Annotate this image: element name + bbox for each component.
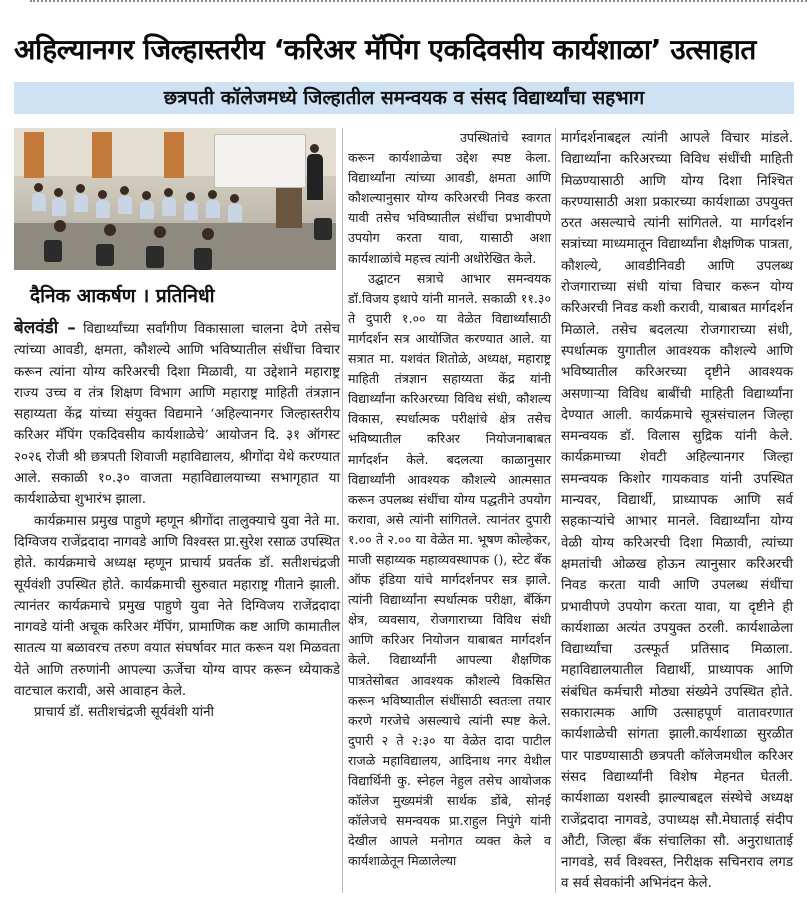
article-column-1 [14,318,340,724]
paragraph [14,318,340,511]
paragraph: उद्घाटन सत्राचे आभार समन्वयक डॉ.विजय इथापे यांनी मानले. सकाळी ११.३० ते दुपारी १.०० या वेळेत विद्यार्थ्यांसाठी मार्गदर्शन सत्र आयोजित करण्यात आले. या सत्रात मा. यशवंत शितोळे, अध्यक्ष, महाराष्ट्र माहिती तंत्रज्ञान सहाय्यता केंद्र यांनी विद्यार्थ्यांना करिअरच्या विविध संधी, कौशल्य विकास, स्पर्धात्मक परीक्षांचे क्षेत्र तसेच भविष्यातील करिअर नियोजनाबाबत मार्गदर्शन केले. बदलत्या काळानुसार विद्यार्थ्यांनी आवश्यक कौशल्ये आत्मसात करून उपलब्ध संधींचा योग्य पद्धतीने उपयोग करावा, असे त्यांनी सांगितले. त्यानंतर दुपारी १.०० ते २.०० या वेळेत मा. भूषण कोल्हेकर, माजी सहाय्यक महाव्यवस्थापक (), स्टेट बँक ऑफ इंडिया यांचे मार्गदर्शनपर सत्र झाले. त्यांनी विद्यार्थ्यांना स्पर्धात्मक परीक्षा, बँकिंग क्षेत्र, व्यवसाय, रोजगाराच्या विविध संधी आणि करिअर नियोजन याबाबत मार्गदर्शन केले. विद्यार्थ्यांनी आपल्या शैक्षणिक पात्रतेसोबत आवश्यक कौशल्ये विकसित करून भविष्यातील संधींसाठी स्वतःला तयार करणे गरजेचे असल्याचे त्यांनी स्पष्ट केले. दुपारी २ ते २:३० या वेळेत दादा पाटील राजळे महाविद्यालय, आदिनाथ नगर येथील विद्यार्थिनी कु. स्नेहल नेहुल तसेच आयोजक कॉलेज मुख्यमंत्री सार्थक डोंबे, सोनई कॉलेजचे समन्वयक प्रा.राहुल निपुंगे यांनी देखील आपले मनोगत व्यक्त केले व कार्यशाळेतून मिळालेल्या [348,270,551,869]
top-rule [30,0,807,2]
paragraph: कार्यक्रमास प्रमुख पाहुणे म्हणून श्रीगोंदा तालुक्याचे युवा नेते मा. दिग्विजय राजेंद्रदादा नागवडे आणि विश्वस्त प्रा.सुरेश रसाळ उपस्थित होते. कार्यक्रमाचे अध्यक्ष म्हणून प्राचार्य प्रवर्तक डॉ. सतीशचंद्रजी सूर्यवंशी उपस्थित होते. कार्यक्रमाची सुरुवात महाराष्ट्र गीताने झाली. त्यानंतर कार्यक्रमाचे प्रमुख पाहुणे युवा नेते दिग्विजय राजेंद्रदादा नागवडे यांनी अचूक करिअर मॅपिंग, प्रामाणिक कष्ट आणि कामातील सातत्य या बळावरच तरुण वयात संघर्षावर मात करून यश मिळवता येते आणि तरुणांनी आपल्या ऊर्जेचा योग्य वापर करून ध्येयाकडे वाटचाल करावी, असे आवाहन केले. [14,513,340,700]
column-divider [555,128,556,893]
subheadline: छत्रपती कॉलेजमध्ये जिल्हातील समन्वयक व संसद विद्यार्थ्यांचा सहभाग [163,87,645,109]
byline: दैनिक आकर्षण । प्रतिनिधी [30,285,215,307]
paragraph-text: विद्यार्थ्यांच्या सर्वांगीण विकासाला चालना देणे तसेच त्यांच्या आवडी, क्षमता, कौशल्ये आणि भविष्यातील संधींचा विचार करून त्यांना योग्य करिअरची दिशा मिळावी, या उद्देशाने महाराष्ट्र राज्य उच्च व तंत्र शिक्षण विभाग आणि महाराष्ट्र माहिती तंत्रज्ञान सहाय्यता केंद्र यांच्या संयुक्त विद्यमाने ‘अहिल्यानगर जिल्हास्तरीय करिअर मॅपिंग एकदिवसीय कार्यशाळेचे’ आयोजन दि. ३१ ऑगस्ट २०२६ रोजी श्री छत्रपती शिवाजी महाविद्यालय, श्रीगोंदा येथे करण्यात आले. सकाळी १०.३० वाजता महाविद्यालयाच्या सभागृहात या कार्यशाळेचा शुभारंभ झाला. [14,322,340,508]
event-photo [14,128,336,270]
paragraph: प्राचार्य डॉ. सतीशचंद्रजी सूर्यवंशी यांनी [34,705,214,721]
subheadline-band [14,82,794,114]
dateline: बेलवंडी – [14,318,76,338]
paragraph: उपस्थितांचे स्वागत करून कार्यशाळेचा उद्देश स्पष्ट केला. विद्यार्थ्यांना त्यांच्या आवडी, क्षमता आणि कौशल्यानुसार योग्य करिअरची निवड करता यावी तसेच भविष्यातील संधींचा प्रभावीपणे उपयोग करता यावा, यासाठी अशा कार्यशाळांचे महत्त्व त्यांनी अधोरेखित केले. [348,130,551,266]
paragraph: मार्गदर्शनाबद्दल त्यांनी आपले विचार मांडले. विद्यार्थ्यांना करिअरच्या विविध संधींची माहिती मिळण्यासाठी आणि योग्य दिशा निश्चित करण्यासाठी अशा प्रकारच्या कार्यशाळा उपयुक्त ठरत असल्याचे त्यांनी सांगितले. या मार्गदर्शन सत्रांच्या माध्यमातून विद्यार्थ्यांना शैक्षणिक पात्रता, कौशल्ये, आवडीनिवडी आणि उपलब्ध रोजगाराच्या संधी यांचा विचार करून योग्य करिअरची निवड कशी करावी, याबाबत मार्गदर्शन मिळाले. तसेच बदलत्या रोजगाराच्या संधी, स्पर्धात्मक युगातील आवश्यक कौशल्ये आणि भविष्यातील करिअरच्या दृष्टीने आवश्यक असणाऱ्या विविध बाबींची माहिती विद्यार्थ्यांना देण्यात आली. कार्यक्रमाचे सूत्रसंचालन जिल्हा समन्वयक डॉ. विलास सुद्रिक यांनी केले. कार्यक्रमाच्या शेवटी अहिल्यानगर जिल्हा समन्वयक किशोर गायकवाड यांनी उपस्थित मान्यवर, विद्यार्थी, प्राध्यापक आणि सर्व सहकाऱ्यांचे आभार मानले. विद्यार्थ्यांना योग्य वेळी योग्य करिअरची दिशा मिळावी, त्यांच्या क्षमतांची ओळख होऊन त्यानुसार करिअरची निवड करता यावी आणि उपलब्ध संधींचा प्रभावीपणे उपयोग करता यावा, या दृष्टीने ही कार्यशाळा अत्यंत उपयुक्त ठरली. कार्यशाळेला विद्यार्थ्यांचा उत्स्फूर्त प्रतिसाद मिळाला. महाविद्यालयातील विद्यार्थी, प्राध्यापक आणि संबंधित कर्मचारी मोठ्या संख्येने उपस्थित होते. सकारात्मक आणि उत्साहपूर्ण वातावरणात कार्यशाळेची सांगता झाली.कार्यशाळा सुरळीत पार पाडण्यासाठी छत्रपती कॉलेजमधील करिअर संसद विद्यार्थ्यांनी विशेष मेहनत घेतली. कार्यशाळा यशस्वी झाल्याबद्दल संस्थेचे अध्यक्ष राजेंद्रदादा नागवडे, उपाध्यक्ष सौ.मेघाताई संदीप औटी, जिल्हा बँक संचालिका सौ. अनुराधाताई नागवडे, सर्व विश्वस्त, निरीक्षक सचिनराव लगड व सर्व सेवकांनी अभिनंदन केले. [561,131,793,892]
column-divider [342,128,343,893]
article-column-2 [348,128,551,871]
article-column-3 [561,128,793,895]
headline: अहिल्यानगर जिल्हास्तरीय ‘करिअर मॅपिंग एकदिवसीय कार्यशाळा’ उत्साहात [14,33,756,66]
